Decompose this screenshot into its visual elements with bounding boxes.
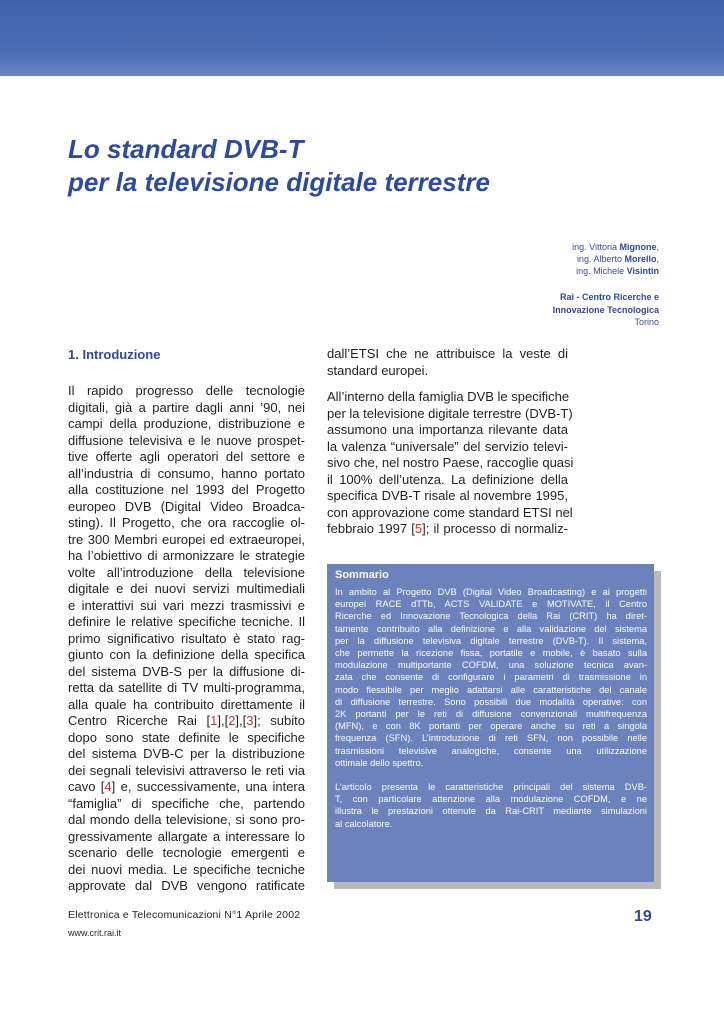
text-line: dei segnali televisivi attraverso le reti via — [68, 762, 305, 778]
text-line: Centro Ricerche Rai [1],[2],[3]; subito — [68, 713, 305, 728]
text-line: diffusione televisiva e le nuove prospet- — [68, 432, 305, 448]
text-line: sting). Il Progetto, che ora raccoglie ol- — [68, 515, 305, 530]
summary-line: per la diffusione televisiva digitale terrestre (DVB-T). Il sistema, — [335, 635, 647, 646]
reference-link[interactable]: 5 — [414, 521, 423, 536]
text-line: giunto con la definizione della specifica — [68, 647, 305, 662]
affiliation-city: Torino — [634, 317, 659, 327]
title-line-2: per la televisione digitale terrestre — [68, 167, 490, 197]
text-line: per la televisione digitale terrestre (DVB-T) — [327, 405, 573, 421]
journal-url[interactable]: www.crit.rai.it — [68, 928, 122, 938]
affiliation — [553, 291, 659, 329]
reference-link[interactable]: 3 — [246, 713, 254, 728]
text-line: volte all’introduzione della televisione — [68, 564, 305, 580]
text-line: febbraio 1997 [5]; il processo di normaliz- — [327, 521, 568, 536]
text-line: cavo [4] e, successivamente, una intera — [68, 779, 305, 794]
summary-line: illustra le prestazioni ottenute da Rai-CRIT mediante simulazioni — [335, 806, 647, 817]
summary-line: zata che consente di configurare i parametri di trasmissione in — [335, 672, 647, 683]
text-line: dopo sono state definite le specifiche — [68, 729, 305, 745]
summary-line: frequenza (SFN). L’introduzione di reti SFN, non possibile nelle — [335, 733, 647, 744]
article-title — [68, 133, 668, 199]
text-line: del sistema DVB-C per la distribuzione — [68, 746, 305, 761]
summary-heading: Sommario — [335, 569, 389, 581]
summary-line: (MFN), e con 8K portanti per operare anche su reti a singola — [335, 721, 647, 732]
summary-line: di diffusione terrestre. Sono possibili due modalità operative: con — [335, 696, 647, 707]
summary-line: In ambito al Progetto DVB (Digital Video Broadcasting) e ai progetti — [335, 587, 647, 597]
author: ing. Alberto Morello, — [576, 254, 659, 264]
text-line: all’industria di consumo, hanno portato — [68, 465, 305, 481]
section-heading: 1. Introduzione — [68, 347, 161, 362]
summary-line: che permette la ricezione fissa, portatile e mobile, è basato sulla — [335, 648, 647, 659]
summary-line: tamente contribuito alla definizione e alla validazione del sistema — [335, 623, 647, 634]
text-line: “famiglia” di specifiche che, partendo — [68, 795, 305, 811]
text-line: e interattivi sui vari mezzi trasmissivi e — [68, 597, 305, 613]
text-line: ha l’obiettivo di armonizzare le strategie — [68, 548, 305, 563]
text-line: del sistema DVB-S per la diffusione di- — [68, 663, 305, 679]
text-line: alla quale ha contribuito direttamente il — [68, 696, 305, 712]
author: ing. Vittoria Mignone, — [572, 242, 659, 252]
text-line: dei nuovi media. Le specifiche tecniche — [68, 861, 305, 877]
text-line: All’interno della famiglia DVB le specifiche — [327, 389, 570, 404]
reference-link[interactable]: 4 — [104, 779, 112, 794]
summary-line: 2K portanti per le reti di diffusione convenzionali multifrequenza — [335, 709, 647, 720]
text-line: dal mondo della televisione, si sono pro- — [68, 812, 305, 827]
journal-name: Elettronica e Telecomunicazioni N°1 Aprile 2002 — [68, 909, 301, 921]
text-line: definire le relative specifiche tecniche. Il — [68, 614, 305, 629]
right-column — [327, 346, 574, 538]
summary-line: trasmissioni televisive analogiche, consente una utilizzazione — [335, 745, 647, 756]
summary-line: al calcolatore. — [335, 818, 393, 829]
text-line: tre 300 Membri europei ed extraeuropei, — [68, 531, 305, 547]
summary-line: Ricerche ed Innovazione Tecnologica della Rai (CRIT) ha diret- — [335, 611, 647, 622]
reference-link[interactable]: 1 — [210, 713, 218, 728]
title-line-1: Lo standard DVB-T — [68, 134, 304, 164]
text-line: standard europei. — [327, 362, 429, 378]
left-column — [68, 383, 305, 895]
text-line: dall’ETSI che ne attribuisce la veste di — [327, 346, 568, 361]
affiliation-line: Rai - Centro Ricerche e — [559, 292, 659, 302]
text-line: digitali, già a partire dagli anni ’90, nei — [68, 399, 305, 415]
text-line: scenario delle tecnologie emergenti e — [68, 845, 305, 860]
text-line: Il rapido progresso delle tecnologie — [68, 383, 305, 398]
text-line: alla costituzione nel 1993 del Progetto — [68, 482, 305, 497]
header-band — [0, 0, 724, 76]
text-line: sivo che, nel nostro Paese, raccoglie quasi — [327, 455, 574, 470]
text-line: campi della produzione, distribuzione e — [68, 416, 305, 431]
reference-link[interactable]: 2 — [228, 713, 236, 728]
text-line: gressivamente allargate a interessare lo — [68, 828, 305, 844]
text-line: la valenza “universale” del servizio televi- — [327, 438, 568, 454]
page-number: 19 — [634, 908, 652, 925]
text-line: specifica DVB-T risale al novembre 1995, — [327, 488, 568, 503]
text-line: digitale e dei nuovi servizi multimediali — [68, 581, 305, 596]
summary-line: L’articolo presenta le caratteristiche principali del sistema DVB- — [335, 782, 647, 793]
affiliation-line: Innovazione Tecnologica — [552, 304, 659, 315]
summary-line: modulazione multiportante COFDM, una soluzione tecnica avan- — [335, 660, 647, 671]
text-line: approvate dal DVB vengono ratificate — [68, 878, 305, 893]
text-line: primo significativo risultato è stato rag- — [68, 630, 305, 646]
text-line: tive offerte agli operatori del settore e — [68, 449, 305, 464]
author: ing. Michele Visintin — [576, 266, 659, 276]
text-line: retta da satellite di TV multi-programma, — [68, 680, 305, 695]
text-line: europeo DVB (Digital Video Broadca- — [68, 498, 305, 514]
summary-line: modo flessibile per meglio adattarsi alle caratteristiche del canale — [335, 684, 647, 695]
summary-line: europei RACE dTTb, ACTS VALIDATE e MOTIVATE, il Centro — [335, 599, 647, 610]
text-line: con approvazione come standard ETSI nel — [327, 504, 573, 520]
text-line: il 100% dell’utenza. La definizione della — [327, 471, 568, 487]
summary-line: ottimale dello spettro. — [335, 757, 424, 768]
summary-line: T, con particolare attenzione alla modulazione COFDM, e ne — [335, 794, 647, 805]
author-list — [572, 241, 659, 277]
text-line: assumono una importanza rilevante data — [327, 422, 568, 437]
summary-box — [327, 564, 654, 882]
